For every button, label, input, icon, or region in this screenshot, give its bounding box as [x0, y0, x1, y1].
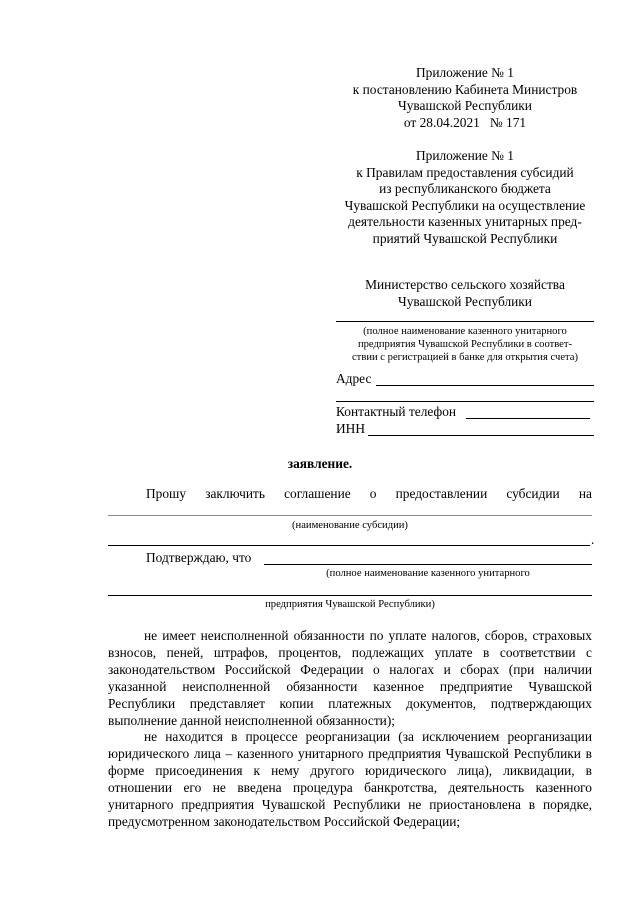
header2-line4: Чувашской Республики на осуществление — [344, 197, 586, 213]
header2-line2: к Правилам предоставления субсидий — [356, 164, 574, 180]
header2-line3: из республиканского бюджета — [379, 181, 551, 197]
request-word: о — [369, 486, 377, 501]
request-end-dot: . — [591, 532, 595, 547]
sender-hint-line2: предприятия Чувашской Республики в соответ- — [357, 339, 573, 350]
address-field[interactable] — [376, 385, 594, 386]
inn-field[interactable] — [368, 435, 594, 436]
paragraph-no-reorganization — [108, 729, 592, 830]
sender-hint-line1: (полное наименование казенного унитарного — [363, 326, 567, 337]
request-word: заключить — [205, 486, 265, 501]
sender-hint-line3: ствии с регистрацией в банке для открытия счета) — [351, 352, 579, 363]
header2-line6: приятий Чувашской Республики — [372, 230, 558, 246]
header2-line5: деятельности казенных унитарных пред- — [348, 214, 582, 230]
header1-line3: Чувашской Республики — [398, 98, 532, 114]
enterprise-name-field[interactable] — [264, 564, 592, 565]
recipient-line1: Министерство сельского хозяйства — [365, 277, 565, 292]
phone-field[interactable] — [466, 418, 590, 419]
appendix-header-decree — [330, 65, 600, 131]
address-field-continued[interactable] — [336, 401, 594, 402]
request-word: предоставлении — [395, 486, 488, 501]
subsidy-name-field[interactable] — [108, 515, 592, 516]
request-word: Прошу — [146, 486, 187, 501]
enterprise-hint1: (полное наименование казенного унитарного — [326, 568, 530, 579]
inn-label: ИНН — [336, 421, 366, 436]
request-word: на — [578, 486, 592, 501]
header1-line2: к постановлению Кабинета Министров — [352, 81, 578, 97]
request-line — [146, 486, 592, 503]
request-word: субсидии — [506, 486, 560, 501]
enterprise-name-field-continued[interactable] — [108, 595, 592, 596]
sender-name-line[interactable] — [336, 321, 594, 322]
paragraph-text: не имеет неисполненной обязанности по уплате налогов, сборов, страховых взносов, пеней, штрафов, процентов, подлежащих уплате в соответствии с законодательством Российской Федерации о налогах и сборах (при наличии указанной неисполненной обязанности казенное предприятие Чувашской Республики представляет копии платежных документов, подтверждающих выполнение данной неисполненной обязанности); — [108, 628, 592, 728]
paragraph-text: не находится в процессе реорганизации (за исключением реорганизации юридического лица – казенного унитарного предприятия Чувашской Республики в форме присоединения к нему другого юридического лица), ликвидации, в отношении его не введена процедура банкротства, деятельность казенного унитарного предприятия Чувашской Республики не приостановлена в порядке, предусмотренном законодательством Российской Федерации; — [108, 729, 592, 829]
statement-title: заявление. — [287, 456, 353, 471]
header1-line1: Приложение № 1 — [415, 65, 515, 80]
subsidy-hint: (наименование субсидии) — [292, 520, 408, 531]
subsidy-name-field-continued[interactable] — [108, 545, 590, 546]
sender-name-hint — [330, 325, 600, 364]
header2-line1: Приложение № 1 — [415, 148, 515, 163]
phone-label: Контактный телефон — [336, 404, 457, 419]
confirm-label: Подтверждаю, что — [146, 550, 252, 565]
address-label: Адрес — [336, 371, 372, 386]
recipient-line2: Чувашской Республики — [398, 293, 532, 309]
appendix-header-rules — [330, 148, 600, 248]
request-word: соглашение — [284, 486, 351, 501]
recipient-ministry — [330, 277, 600, 310]
header1-line4: от 28.04.2021 № 171 — [403, 114, 527, 130]
enterprise-hint2: предприятия Чувашской Республики) — [265, 599, 435, 610]
paragraph-no-debt — [108, 628, 592, 729]
